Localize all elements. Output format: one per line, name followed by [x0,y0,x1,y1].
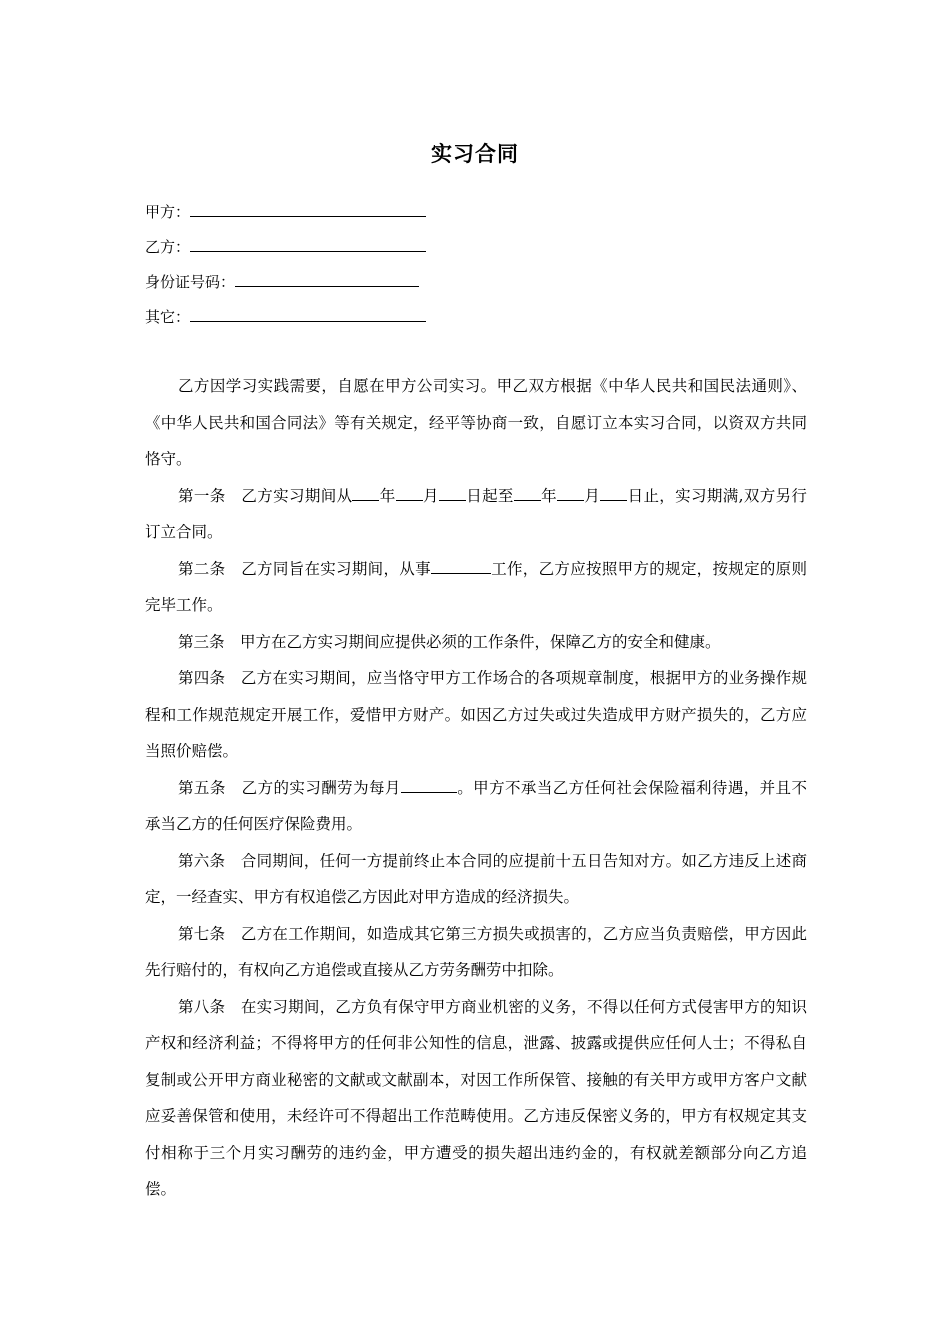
blank-job [431,559,491,574]
page-title: 实习合同 [431,142,519,166]
blank-end-month [557,486,584,501]
other-field [145,305,426,329]
article-1-text: 日起至 [465,486,514,505]
blank-start-year [352,486,379,501]
preamble-paragraph: 乙方因学习实践需要，自愿在甲方公司实习。甲乙双方根据《中华人民共和国民法通则》、《中华人民共和国合同法》等有关规定，经平等协商一致，自愿订立本实习合同，以资双方共同恪守。 [145,377,807,468]
blank-end-year [514,486,541,501]
article-7: 第七条 乙方在工作期间，如造成其它第三方损失或损害的，乙方应当负责赔偿，甲方因此先行赔付的，有权向乙方追偿或直接从乙方劳务酬劳中扣除。 [145,924,807,979]
blank-start-day [439,486,466,501]
blank-salary [401,778,457,793]
article-2-text: 第二条 乙方同旨在实习期间，从事 [178,559,431,578]
article-1-text: 年 [379,486,396,505]
article-6: 第六条 合同期间，任何一方提前终止本合同的应提前十五日告知对方。如乙方违反上述商定，一经查实、甲方有权追偿乙方因此对甲方造成的经济损失。 [145,851,807,906]
article-1-text: 月 [584,486,601,505]
party-a-field [145,200,426,224]
blank-end-day [600,486,627,501]
id-number-field [145,270,419,294]
party-b-field [145,235,426,259]
article-1-text: 第一条 乙方实习期间从 [178,486,353,505]
blank-start-month [396,486,423,501]
article-1-text: 日止，实习期满,双方另行订立合同。 [145,486,807,541]
id-number-blank [235,270,419,287]
article-1-text: 年 [540,486,558,505]
article-5 [145,770,807,843]
party-b-blank [190,235,426,252]
id-number-label: 身份证号码： [145,273,236,291]
other-blank [190,305,426,322]
article-2 [145,551,807,624]
article-1-text: 月 [422,486,439,505]
article-8: 第八条 在实习期间，乙方负有保守甲方商业机密的义务，不得以任何方式侵害甲方的知识产权和经济利益；不得将甲方的任何非公知性的信息，泄露、披露或提供应任何人士；不得私自复制或公开甲方商业秘密的文献或文献副本，对因工作所保管、接触的有关甲方或甲方客户文献应妥善保管和使用，未经许可不得超出工作范畴使用。乙方违反保密义务的，甲方有权规定其支付相称于三个月实习酬劳的违约金，甲方遭受的损失超出违约金的，有权就差额部分向乙方追偿。 [145,997,807,1198]
party-a-label: 甲方： [145,203,191,221]
article-2-text: 工作，乙方应按照甲方的规定，按规定的原则完毕工作。 [145,559,807,614]
contract-body [145,368,807,1208]
article-3: 第三条 甲方在乙方实习期间应提供必须的工作条件，保障乙方的安全和健康。 [178,632,721,651]
party-a-blank [190,200,426,217]
party-b-label: 乙方： [145,238,191,256]
article-1 [145,478,807,551]
other-label: 其它： [145,308,191,326]
article-5-text: 第五条 乙方的实习酬劳为每月 [178,778,401,797]
article-5-text: 。甲方不承当乙方任何社会保险福利待遇，并且不承当乙方的任何医疗保险费用。 [145,778,807,833]
article-4: 第四条 乙方在实习期间，应当恪守甲方工作场合的各项规章制度，根据甲方的业务操作规程和工作规范规定开展工作，爱惜甲方财产。如因乙方过失或过失造成甲方财产损失的，乙方应当照价赔偿。 [145,669,807,760]
